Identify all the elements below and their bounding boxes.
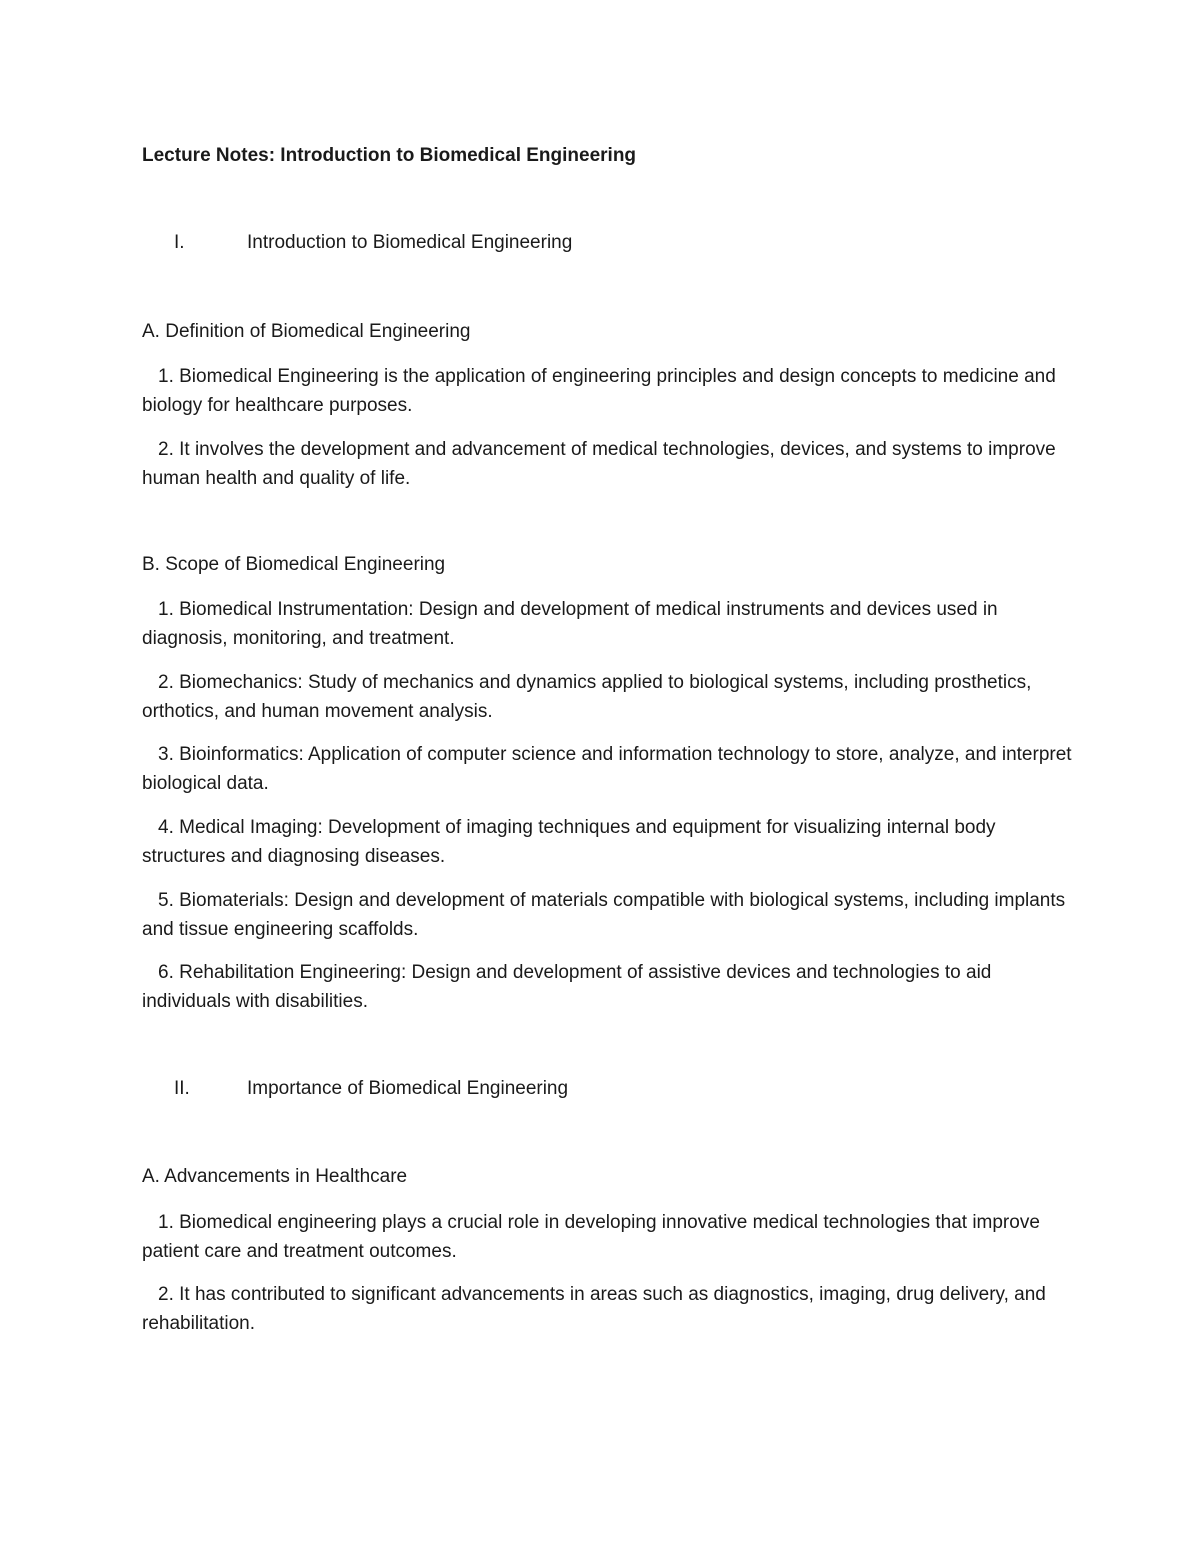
section-2-heading: Importance of Biomedical Engineering (247, 1078, 569, 1099)
subsection-1a-heading: A. Definition of Biomedical Engineering (142, 321, 471, 342)
section-1-heading: Introduction to Biomedical Engineering (247, 232, 573, 253)
list-item: 2. It involves the development and advancement of medical technologies, devices, and systems to improve human health and quality of life. (142, 439, 1056, 489)
list-item: 4. Medical Imaging: Development of imaging techniques and equipment for visualizing internal body structures and diagnosing diseases. (142, 817, 996, 867)
list-item: 1. Biomedical Instrumentation: Design and development of medical instruments and devices used in diagnosis, monitoring, and treatment. (142, 599, 998, 649)
list-item: 2. It has contributed to significant advancements in areas such as diagnostics, imaging, drug delivery, and rehabilitation. (142, 1284, 1046, 1334)
subsection-2a-heading: A. Advancements in Healthcare (142, 1166, 408, 1187)
subsection-1b-heading: B. Scope of Biomedical Engineering (142, 554, 446, 575)
section-1-numeral: I. (174, 232, 185, 253)
list-item: 5. Biomaterials: Design and development of materials compatible with biological systems, including implants and tissue engineering scaffolds. (142, 890, 1066, 940)
list-item: 1. Biomedical Engineering is the application of engineering principles and design concepts to medicine and biology for healthcare purposes. (142, 366, 1056, 416)
list-item: 6. Rehabilitation Engineering: Design and development of assistive devices and technologies to aid individuals with disabilities. (142, 962, 992, 1012)
section-2-numeral: II. (174, 1078, 190, 1099)
list-item: 2. Biomechanics: Study of mechanics and dynamics applied to biological systems, including prosthetics, orthotics, and human movement analysis. (142, 672, 1032, 722)
document-title: Lecture Notes: Introduction to Biomedical Engineering (142, 145, 637, 166)
list-item: 3. Bioinformatics: Application of computer science and information technology to store, analyze, and interpret biological data. (142, 744, 1072, 794)
list-item: 1. Biomedical engineering plays a crucial role in developing innovative medical technologies that improve patient care and treatment outcomes. (142, 1212, 1040, 1262)
